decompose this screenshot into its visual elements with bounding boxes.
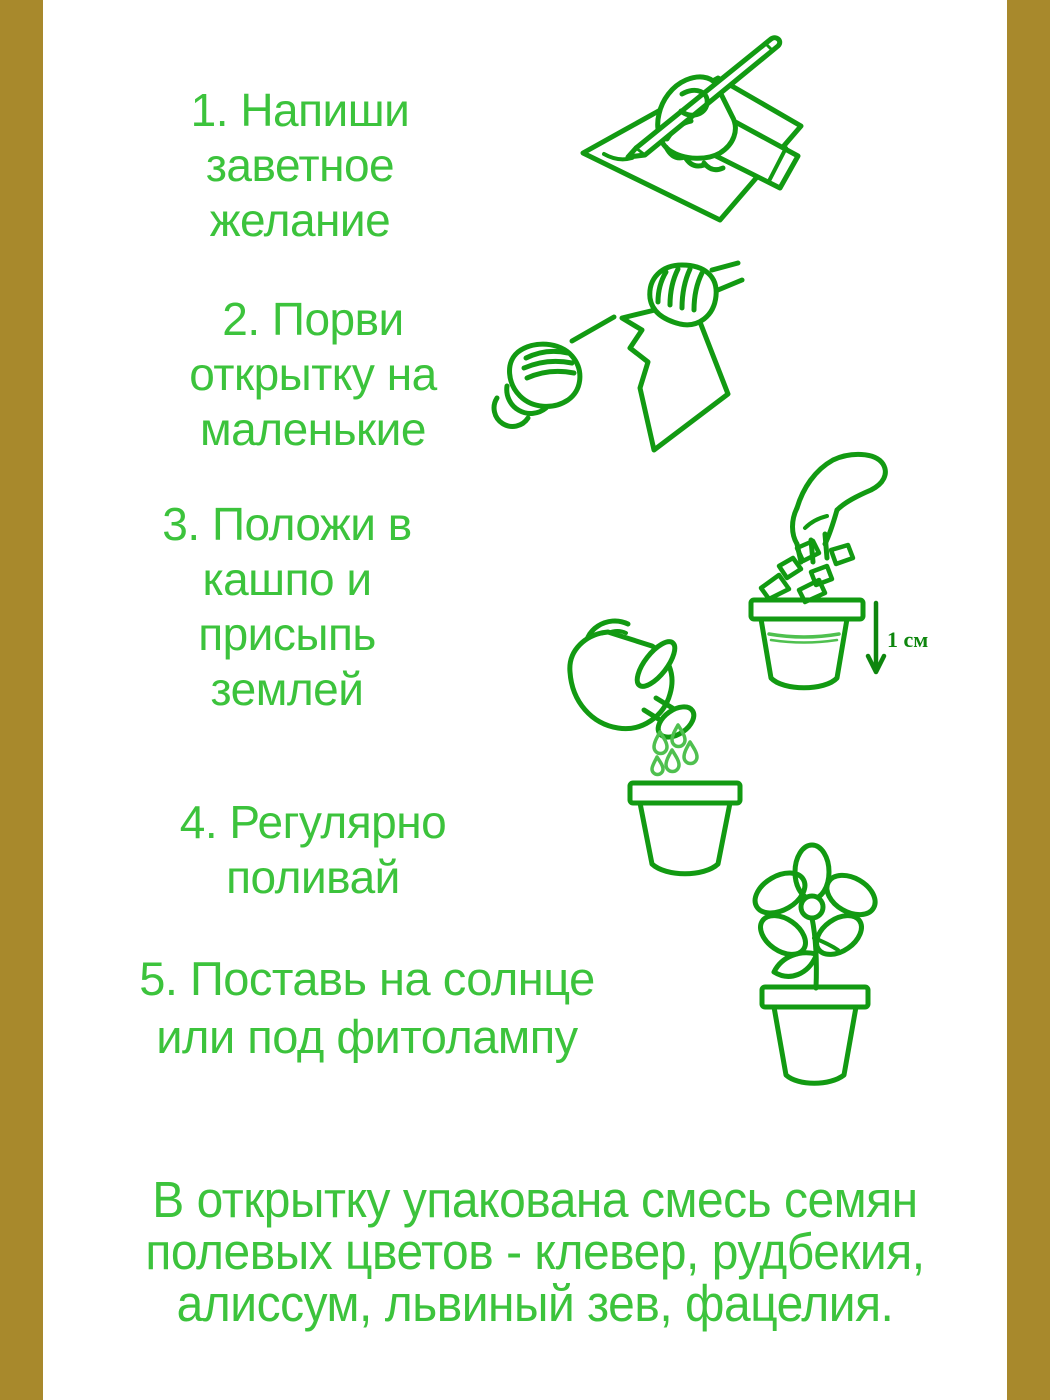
- dropping-hand-palm: [793, 508, 798, 544]
- knuckle-line: [805, 516, 827, 528]
- step-line: 2. Порви: [222, 293, 404, 345]
- pieces-into-pot-art-group: [751, 454, 928, 687]
- petal-top: [795, 845, 829, 899]
- flower-center: [801, 896, 823, 918]
- writing-hand-art-group: [583, 38, 801, 220]
- right-border-stripe: [1007, 0, 1050, 1400]
- step-line: маленькие: [200, 403, 426, 455]
- water-drops: [652, 725, 697, 775]
- flower-pot-illustration: [742, 838, 892, 1103]
- pot-body: [640, 803, 730, 874]
- writing-hand-illustration: [570, 20, 850, 235]
- tearing-hands-art-group: [494, 263, 742, 450]
- left-border-stripe: [0, 0, 43, 1400]
- tearing-hands-illustration: [490, 260, 820, 480]
- depth-annotation: 1 см: [887, 627, 929, 652]
- left-paper-edge: [572, 317, 614, 341]
- footer-line: полевых цветов - клевер, рудбекия,: [145, 1223, 925, 1280]
- step-4-text: [103, 795, 523, 905]
- step-line: 5. Поставь на солнце: [139, 952, 595, 1005]
- pot-rim: [630, 783, 740, 803]
- step-line: кашпо и: [202, 553, 372, 605]
- step-line: 3. Положи в: [162, 498, 412, 550]
- tearing-hands-icon: [490, 260, 820, 480]
- step-line: 4. Регулярно: [179, 796, 447, 848]
- soil-line: [769, 634, 839, 637]
- step-line: поливай: [226, 851, 400, 903]
- step-5-text: [47, 950, 687, 1066]
- step-3-text: [77, 497, 497, 717]
- watering-can-icon: [556, 612, 756, 892]
- pieces-into-pot-illustration: [745, 450, 940, 710]
- step-line: присыпь: [198, 608, 376, 660]
- flower-pot-art-group: [748, 845, 882, 1083]
- footer-note: [93, 1171, 977, 1332]
- pieces-into-pot-icon: [745, 450, 940, 710]
- step-line: землей: [210, 663, 364, 715]
- depth-arrow: [868, 603, 884, 672]
- footer-line: В открытку упакована смесь семян: [152, 1171, 918, 1228]
- leaf: [774, 953, 816, 977]
- step-line: или под фитолампу: [156, 1010, 578, 1063]
- writing-hand-icon: [570, 20, 850, 235]
- soil-line-2: [771, 640, 837, 643]
- footer-line: алиссум, львиный зев, фацелия.: [176, 1275, 894, 1332]
- dropping-hand-arm: [797, 454, 885, 510]
- watering-can-art-group: [570, 621, 740, 874]
- step-2-text: [103, 292, 523, 457]
- falling-paper-pieces: [779, 541, 853, 585]
- step-line: желание: [209, 194, 391, 246]
- flower-pot-icon: [742, 838, 892, 1103]
- pot-body: [774, 1007, 856, 1083]
- step-1-text: [90, 83, 510, 248]
- step-line: открытку на: [189, 348, 437, 400]
- step-line: 1. Напиши: [190, 84, 410, 136]
- watering-can-illustration: [556, 612, 756, 892]
- step-line: заветное: [205, 139, 395, 191]
- torn-paper-piece: [622, 310, 728, 450]
- pot-body: [761, 619, 847, 688]
